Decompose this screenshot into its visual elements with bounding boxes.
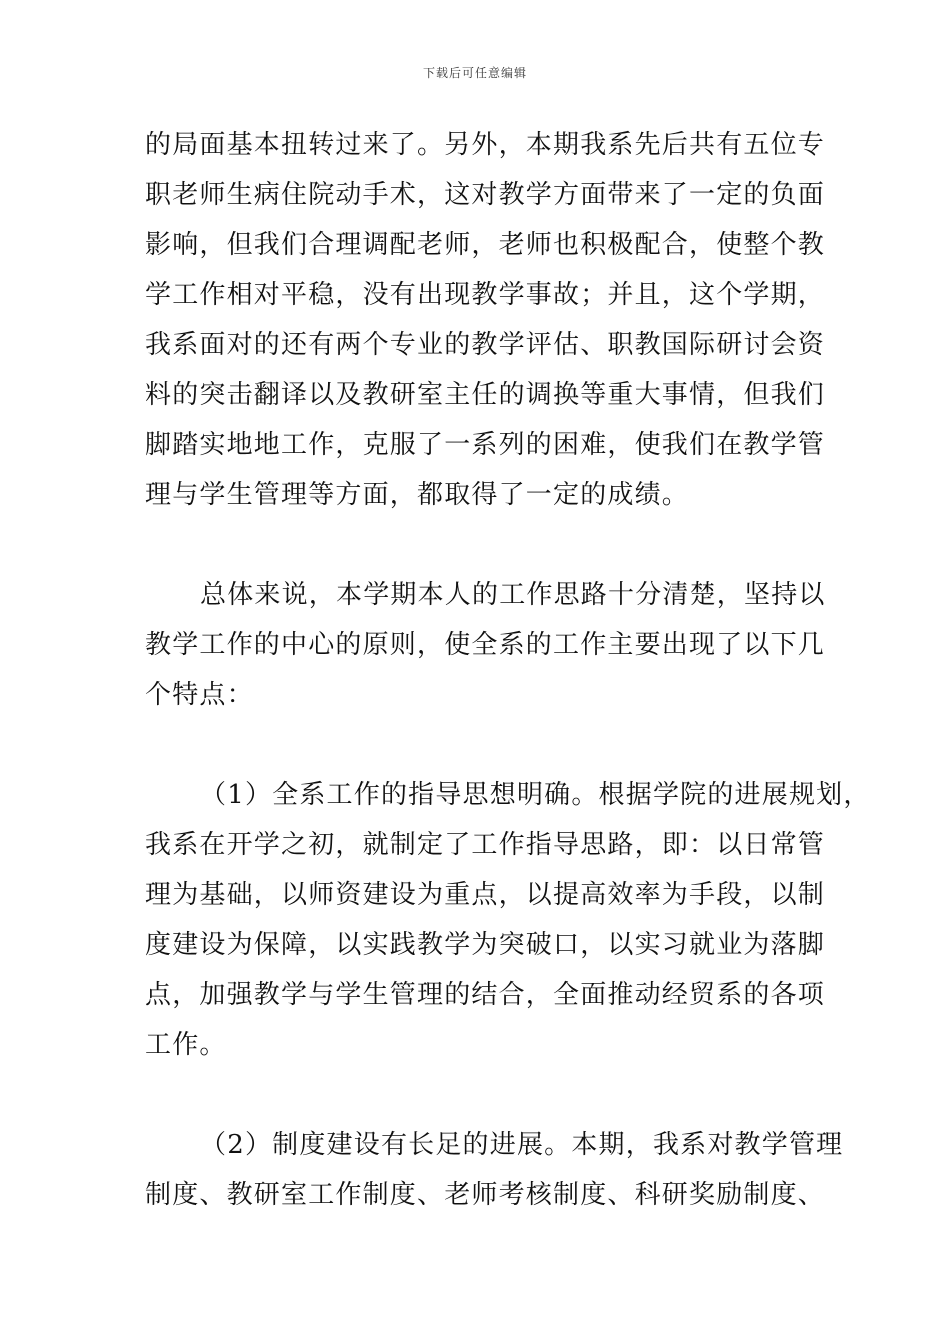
page-header-note: 下载后可任意编辑 [422,66,527,80]
text-line: 料的突击翻译以及教研室主任的调换等重大事情，但我们 [145,380,826,410]
text-line: 理为基础，以师资建设为重点，以提高效率为手段，以制 [145,880,826,910]
document-body [145,120,871,1220]
text-line: 的局面基本扭转过来了。另外，本期我系先后共有五位专 [145,130,826,160]
paragraph-2 [145,570,826,720]
paragraph-4 [145,1120,844,1220]
text-line: 职老师生病住院动手术，这对教学方面带来了一定的负面 [145,180,826,210]
text-line: 个特点： [145,680,254,710]
text-line: 脚踏实地地工作，克服了一系列的困难，使我们在教学管 [145,430,826,460]
text-line: 我系在开学之初，就制定了工作指导思路，即：以日常管 [145,830,826,860]
text-line: 工作。 [145,1030,227,1060]
text-line: 度建设为保障，以实践教学为突破口，以实习就业为落脚 [145,930,826,960]
text-line: 制度、教研室工作制度、老师考核制度、科研奖励制度、 [145,1180,826,1210]
text-line: 点，加强教学与学生管理的结合，全面推动经贸系的各项 [145,980,826,1010]
paragraph-1 [145,120,826,520]
text-line: 我系面对的还有两个专业的教学评估、职教国际研讨会资 [145,330,826,360]
paragraph-3 [145,770,871,1070]
text-line: 总体来说，本学期本人的工作思路十分清楚，坚持以 [200,580,826,610]
text-line: 教学工作的中心的原则，使全系的工作主要出现了以下几 [145,630,826,660]
text-line: （2）制度建设有长足的进展。本期，我系对教学管理 [200,1130,844,1160]
text-line: （1）全系工作的指导思想明确。根据学院的进展规划， [200,780,871,810]
text-line: 影响，但我们合理调配老师，老师也积极配合，使整个教 [145,230,826,260]
text-line: 理与学生管理等方面，都取得了一定的成绩。 [145,480,690,510]
text-line: 学工作相对平稳，没有出现教学事故；并且，这个学期， [145,280,826,310]
